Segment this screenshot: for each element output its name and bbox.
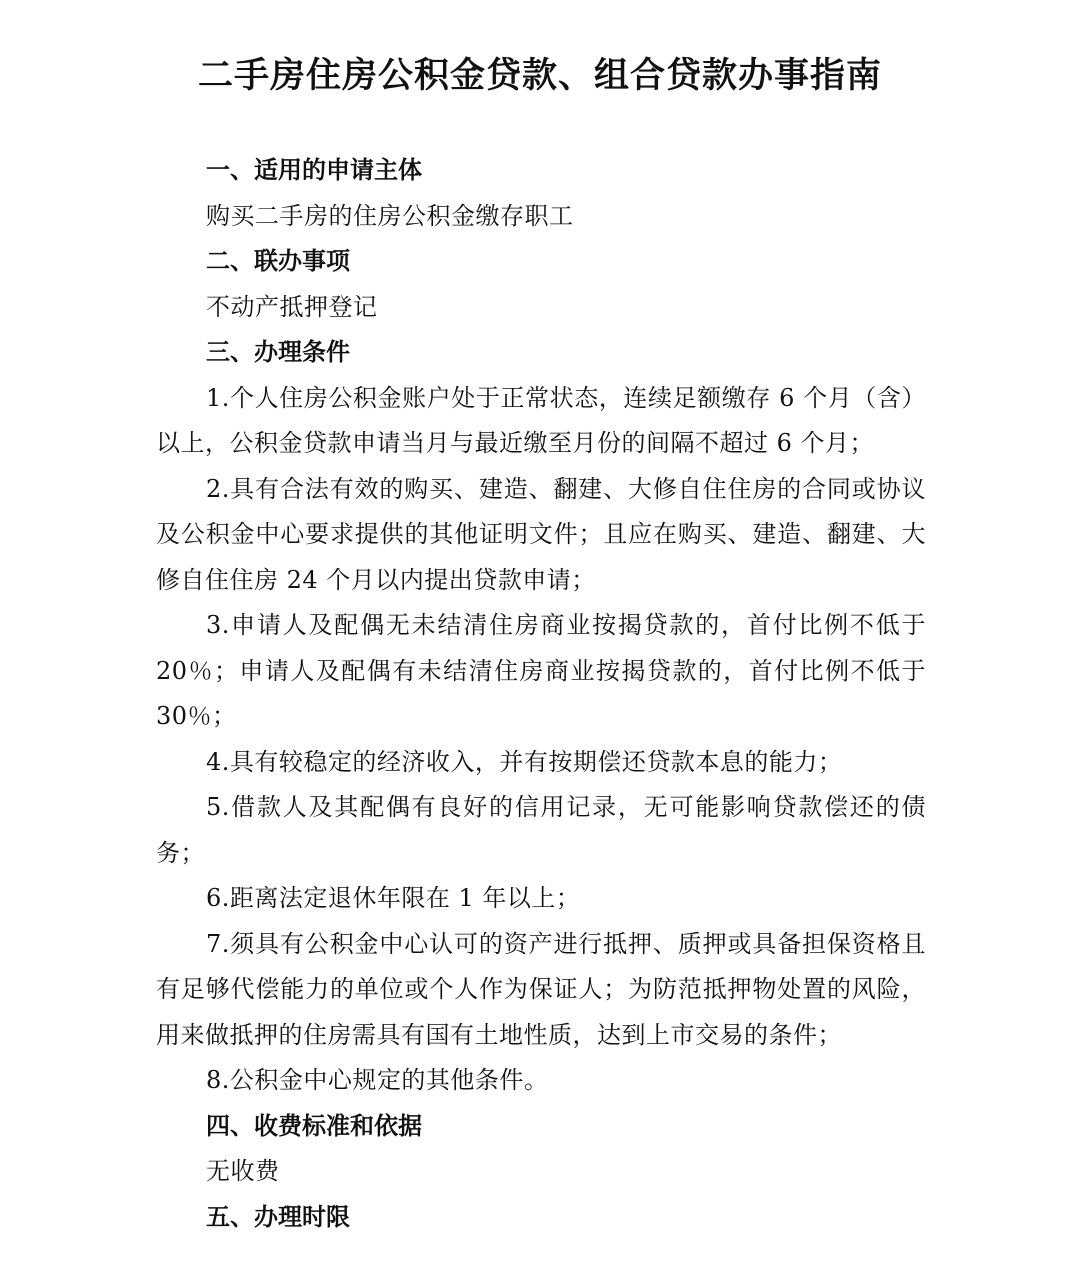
condition-item-8: 8.公积金中心规定的其他条件。	[206, 1066, 549, 1094]
condition-item-3: 3.申请人及配偶无未结清住房商业按揭贷款的，首付比例不低于 20％；申请人及配偶有未结清住房商业按揭贷款的，首付比例不低于 30％；	[156, 611, 926, 730]
condition-item-6: 6.距离法定退休年限在 1 年以上；	[206, 884, 581, 912]
condition-item-4: 4.具有较稳定的经济收入，并有按期偿还贷款本息的能力；	[206, 747, 843, 776]
condition-item-1: 1.个人住房公积金账户处于正常状态，连续足额缴存 6 个月（含）以上，公积金贷款申请当月与最近缴至月份的间隔不超过 6 个月；	[156, 383, 926, 457]
document-title: 二手房住房公积金贷款、组合贷款办事指南	[197, 56, 882, 96]
section-heading-time-limit: 五、办理时限	[206, 1202, 350, 1231]
section-text-fees: 无收费	[206, 1157, 280, 1185]
section-text-joint-matters: 不动产抵押登记	[206, 292, 378, 321]
section-text-applicant: 购买二手房的住房公积金缴存职工	[206, 201, 574, 230]
section-heading-fees: 四、收费标准和依据	[206, 1111, 422, 1140]
condition-item-2: 2.具有合法有效的购买、建造、翻建、大修自住住房的合同或协议及公积金中心要求提供的其他证明文件；且应在购买、建造、翻建、大修自住住房 24 个月以内提出贷款申请；	[156, 474, 926, 594]
condition-item-7: 7.须具有公积金中心认可的资产进行抵押、质押或具备担保资格且有足够代偿能力的单位或个人作为保证人；为防范抵押物处置的风险，用来做抵押的住房需具有国有土地性质，达到上市交易的条件；	[156, 929, 926, 1049]
condition-item-5: 5.借款人及其配偶有良好的信用记录，无可能影响贷款偿还的债务；	[156, 793, 926, 867]
section-heading-joint-matters: 二、联办事项	[206, 247, 350, 275]
document-body	[156, 148, 926, 1240]
section-heading-conditions: 三、办理条件	[206, 338, 350, 366]
section-heading-applicant: 一、适用的申请主体	[206, 156, 422, 184]
